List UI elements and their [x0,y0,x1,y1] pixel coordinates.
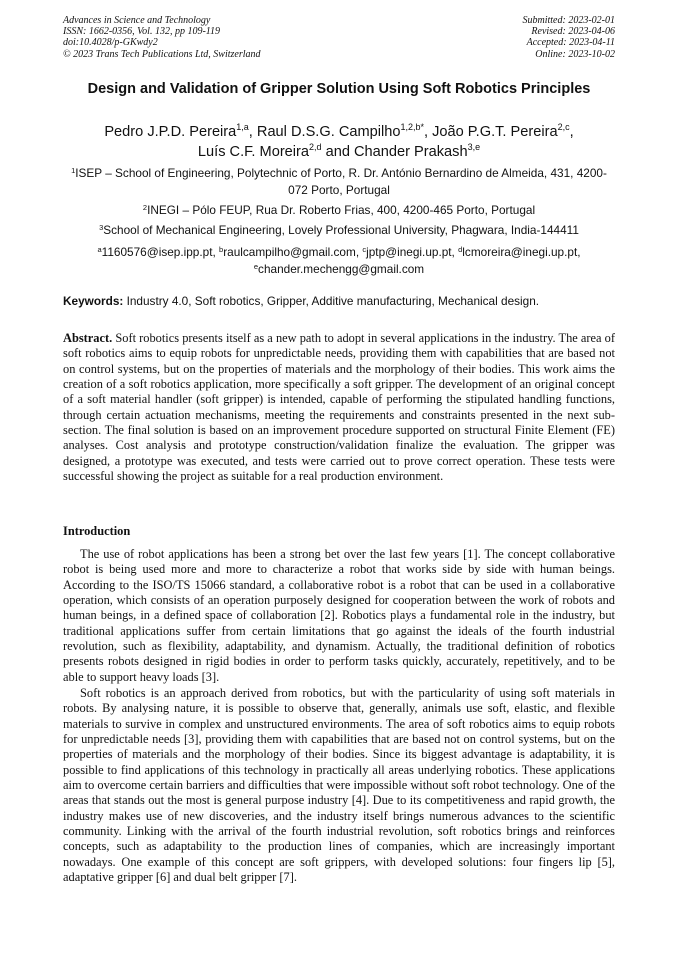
email-address: chander.mechengg@gmail.com [258,261,425,276]
affiliation-3 [63,223,615,240]
author-separator: , [569,124,574,140]
author-affiliation-mark: 3,e [467,142,481,152]
online-date: Online: 2023-10-02 [535,48,615,60]
publication-dates [523,15,616,60]
email-address: raulcampilho@gmail.com, [223,245,363,259]
email-mark: b [219,245,224,254]
author-name: Pedro J.P.D. Pereira [104,124,237,140]
introduction-paragraph-1: The use of robot applications has been a strong bet over the last few years [1]. The concept collaborative robot is being used more and more to characterize a robot that works side by side with human beings. According to the ISO/TS 15066 standard, a collaborative robot is a robot that can be used in a collaborative operation, which consists of an operation purposely designed for cooperation between the work of robots and human beings, in a defined space of collaboration [2]. Robotics plays a fundamental role in the industry, but traditional applications suffer from certain limitations that go against the ideals of the fourth industrial revolution, such as flexibility, adaptability, and dynamism. Actually, the traditional definition of robotics presents robots designed in rigid bodies in order to perform tasks quickly, accurately, repetitively, and to be able to support heavy loads [3]. [63,547,615,684]
email-address: lcmoreira@inegi.up.pt, [462,245,581,259]
accepted-date: Accepted: 2023-04-11 [526,37,615,49]
author-name: João P.G.T. Pereira [432,124,558,140]
affiliation-text: School of Mechanical Engineering, Lovely Professional University, Phagwara, India-144411 [103,223,579,237]
author-name: Chander Prakash [354,144,468,160]
author-list [63,123,615,163]
keywords-label: Keywords: [63,294,124,308]
issn-volume: ISSN: 1662-0356, Vol. 132, pp 109-119 [63,26,221,38]
author-affiliation-mark: 1,2,b* [400,122,424,132]
abstract-text: Soft robotics presents itself as a new path to adopt in several applications in the industry. The area of soft robotics aims to equip robots for unpredictable needs, providing them with capabilities that are based not on control systems, but on the properties of materials and the morphology of their bodies. This work aims the creation of a soft robotics application, more specifically a soft gripper. The development of an original concept of a soft material handler (soft gripper) is intended, capable of performing the stipulated handling functions, through certain actuation mechanisms, meeting the requirements and constraints presented in the next sub-section. The final solution is based on an improvement procedure supported on structural Finite Element (FE) analyses. Cost analysis and prototype construction/validation finalize the evaluation. The gripper was designed, a prototype was executed, and tests were carried out to prove correct operation. These tests were successful showing the project as suitable for a real production environment. [63,331,615,484]
author-affiliation-mark: 2,c [557,122,570,132]
author-affiliation-mark: 1,a [236,122,249,132]
keywords-text: Industry 4.0, Soft robotics, Gripper, Additive manufacturing, Mechanical design. [123,294,540,308]
author-name: Luís C.F. Moreira [197,144,310,160]
email-address: jptp@inegi.up.pt, [366,245,459,259]
introduction-paragraph-2: Soft robotics is an approach derived from robotics, but with the particularity of using soft materials in robots. By analysing nature, it is possible to observe that, generally, animals use soft, elastic, and flexible materials to survive in complex and unstructured environments. The area of soft robotics aims to equip robots for unpredictable needs [3], providing them with capabilities that are based not on control systems, but on the properties of materials and the morphology of their bodies. Since its biggest advantage is adaptability, it is possible to find applications of this technology in practically all areas underlying robotics. These applications aim to overcome certain barriers and difficulties that were impossible without soft robot technology. One of the areas that stands out the most is general purpose industry [4]. Due to its competitiveness and rapid growth, the industry makes use of new discoveries, and the industry itself brings numerous advances to the scientific community. Linking with the arrival of the fourth industrial revolution, soft robotics brings and reinforces concepts, such as adaptability to the production lines of companies, which are increasingly important nowadays. One example of this concept are soft grippers, with developed solutions: four fingers lip [5], adaptative gripper [6] and dual belt gripper [7]. [63,686,615,885]
author-separator: , [424,124,433,140]
affiliation-2 [63,203,615,220]
author-separator: and [321,144,354,160]
doi: doi:10.4028/p-GKwdy2 [63,37,158,49]
affiliation-text: ISEP – School of Engineering, Polytechnic of Porto, R. Dr. António Bernardino de Almeida, 431, 4200-072 Porto, Portugal [75,166,607,197]
keywords [63,294,615,309]
publication-info [63,15,261,60]
abstract [63,331,615,484]
affiliation-1 [63,166,615,198]
affiliation-mark: 3 [99,223,104,232]
submitted-date: Submitted: 2023-02-01 [522,15,615,26]
affiliation-text: INEGI – Pólo FEUP, Rua Dr. Roberto Frias, 400, 4200-465 Porto, Portugal [147,203,536,217]
affiliation-mark: 2 [142,203,148,212]
revised-date: Revised: 2023-04-06 [531,26,615,38]
author-affiliation-mark: 2,d [309,142,322,152]
paper-title: Design and Validation of Gripper Solution Using Soft Robotics Principles [87,81,591,97]
email-mark: e [253,261,259,271]
author-separator: , [248,124,257,140]
journal-name: Advances in Science and Technology [63,15,211,26]
author-emails [63,245,615,278]
affiliation-mark: 1 [71,166,76,175]
introduction-heading: Introduction [63,524,131,538]
copyright: © 2023 Trans Tech Publications Ltd, Switzerland [63,48,261,60]
abstract-label: Abstract. [63,331,113,345]
email-mark: a [97,245,102,254]
email-mark: d [458,245,463,254]
email-address: 1160576@isep.ipp.pt, [101,245,220,259]
author-name: Raul D.S.G. Campilho [256,124,401,140]
email-mark: c [362,245,367,254]
